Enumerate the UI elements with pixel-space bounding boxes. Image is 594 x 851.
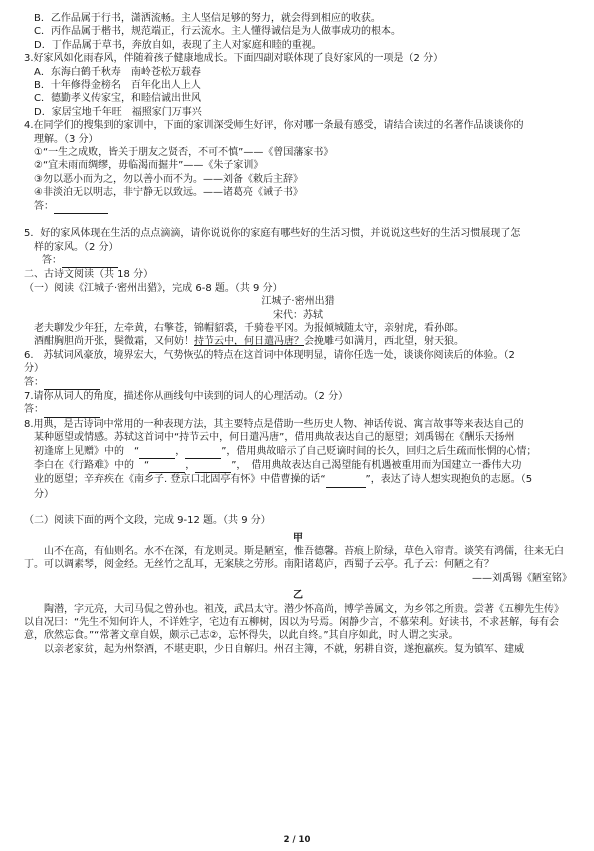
q2-option-b: B．乙作品属于行书，潇洒流畅。主人坚信足够的努力，就会得到相应的收获。 xyxy=(34,13,381,24)
q4-answer-line xyxy=(24,200,572,214)
q5-answer-line xyxy=(24,254,572,268)
q5-answer-label: 答： xyxy=(42,254,62,266)
q8-blank-1[interactable] xyxy=(139,445,175,459)
q7-answer-blank[interactable] xyxy=(44,403,100,417)
q2-option-c: C．丙作品属于楷书，规范端正，行云流水。主人懂得诚信是为人做事成功的根本。 xyxy=(34,26,401,38)
q8-line-1: 8.用典，是古诗词中常用的一种表现方法，其主要特点是借助一些历史人物、神话传说、寓言故事等来表达自己的 xyxy=(24,418,524,430)
text-yi-label: 乙 xyxy=(293,590,303,602)
q6-answer-blank[interactable] xyxy=(44,376,100,390)
q8-line-3-text-c: ”，借用典故暗示了自己贬谪时间的长久，回归之后生疏而怅惘的心情； xyxy=(221,445,537,457)
q6-answer-line xyxy=(24,376,572,390)
q8-line-4-text-c: ”， 借用典故表达自己渴望能有机遇被重用而为国建立一番伟大功 xyxy=(231,460,522,471)
q8-line-5 xyxy=(24,473,572,487)
poem-line-1: 老夫聊发少年狂，左牵黄，右擎苍，锦帽貂裘，千骑卷平冈。为报倾城随太守，亲射虎，看孙郎。 xyxy=(34,322,464,334)
q8-blank-2[interactable] xyxy=(185,445,221,459)
q7-answer-line xyxy=(24,403,572,417)
q3-stem: 3.好家风如化雨春风，伴随着孩子健康地成长。下面四副对联体现了良好家风的一项是（2 分） xyxy=(24,53,444,65)
section2-heading: 二、古诗文阅读（共 18 分） xyxy=(24,269,154,281)
q7-stem: 7.请你从词人的角度，描述你从画线句中读到的词人的心理活动。（2 分） xyxy=(24,390,349,402)
q8-line-2: 某种愿望或情感。苏轼这首词中“持节云中，何日遣冯唐”，借用典故表达自己的愿望；刘禹锡在《酬乐天扬州 xyxy=(34,432,515,444)
q6-stem-1: 6. 苏轼词风豪放，境界宏大，气势恢弘的特点在这首词中体现明显，请你任选一处，谈谈你阅读后的体验。（2 xyxy=(24,349,515,361)
q7-answer-label: 答： xyxy=(24,404,44,416)
q4-answer-blank[interactable] xyxy=(54,200,108,214)
poem-title: 江城子·密州出猎 xyxy=(261,296,335,308)
q8-line-4 xyxy=(24,459,572,473)
text-jia-label: 甲 xyxy=(293,532,303,544)
q3-option-c: C．德勤孝义传家宝，和睦信诚出世风 xyxy=(34,93,201,105)
poem-author: 宋代：苏轼 xyxy=(273,309,323,321)
q3-option-a: A．东海白鹤千秋寿 南岭苍松万载春 xyxy=(34,66,201,78)
q4-item-3: ③勿以恶小而为之，勿以善小而不为。——刘备《敕后主辞》 xyxy=(34,173,303,185)
q2-option-d: D．丁作品属于草书，奔放自如，表现了主人对家庭和睦的重视。 xyxy=(34,39,322,51)
q8-blank-5[interactable] xyxy=(326,473,366,487)
q8-line-4-text-a: 李白在《行路难》中的 “ xyxy=(34,460,150,471)
q5-answer-blank[interactable] xyxy=(62,254,118,268)
q3-option-d: D．家居宝地千年旺 福照家门万事兴 xyxy=(34,106,202,118)
poem-underlined-phrase: 持节云中，何日遣冯唐？ xyxy=(194,336,304,348)
poem-line-2 xyxy=(24,335,572,348)
q8-blank-4[interactable] xyxy=(195,459,231,473)
q4-stem-2: 理解。（3 分） xyxy=(34,133,99,145)
q8-line-5-text-a: 业的愿望；辛弃疾在《南乡子. 登京口北固亭有怀》中借曹操的话“ xyxy=(34,474,326,486)
q8-line-3 xyxy=(24,445,572,459)
poem-line-2-end: 会挽雕弓如满月，西北望，射天狼。 xyxy=(304,336,464,348)
q4-answer-label: 答： xyxy=(34,200,54,212)
q8-line-5-text-b: ”，表达了诗人想实现抱负的志愿。（5 xyxy=(365,474,533,486)
q8-line-4-text-b: ， xyxy=(185,460,196,471)
q5-stem-1: 5．好的家风体现在生活的点点滴滴，请你说说你的家庭有哪些好的生活习惯，并说说这些好的生活习惯展现了怎 xyxy=(24,228,521,240)
text-jia-source: ——刘禹锡《陋室铭》 xyxy=(472,572,572,584)
page-number: 2 / 10 xyxy=(283,835,311,845)
q4-item-2: ②“宜未雨而绸缪，毋临渴而掘井”——《朱子家训》 xyxy=(34,160,264,172)
q8-line-3-text-a: 初逢席上见赠》中的 “ xyxy=(34,445,140,457)
q4-item-1: ①“一生之成败，皆关于朋友之贤否，不可不慎”——《曾国藩家书》 xyxy=(34,147,334,159)
q6-answer-label: 答： xyxy=(24,376,44,388)
q6-stem-2: 分） xyxy=(24,363,44,375)
q4-item-4: ④非淡泊无以明志，非宁静无以致远。——诸葛亮《诫子书》 xyxy=(34,187,303,199)
part2-heading: （二）阅读下面的两个文段，完成 9-12 题。（共 9 分） xyxy=(24,515,271,527)
text-jia-body: 山不在高，有仙则名。水不在深，有龙则灵。斯是陋室，惟吾德馨。苔痕上阶绿，草色入帘青。谈笑有鸿儒，往来无白丁。可以调素琴，阅金经。无丝竹之乱耳，无案牍之劳形。南阳诸葛庐，西蜀子云亭。孔子云：何陋之有？ xyxy=(24,546,564,571)
q5-stem-2: 样的家风。（2 分） xyxy=(34,241,119,253)
text-yi-body: 陶潜，字元亮，大司马侃之曾孙也。祖茂，武昌太守。潜少怀高尚，博学善属文，为乡邻之所贵。尝著《五柳先生传》以自况曰：“先生不知何许人，不详姓字，宅边有五柳树，因以为号焉。闲静少言，不慕荣利。好读书，不求甚解，每有会意，欣然忘食。”“常著文章自娱，颇示己志②，忘怀得失，以此自终。”其自序如此，时人谓之实录。 xyxy=(24,603,564,642)
part1-heading: （一）阅读《江城子·密州出猎》，完成 6-8 题。（共 9 分） xyxy=(24,282,283,294)
q8-blank-3[interactable] xyxy=(149,459,185,473)
q3-option-b: B．十年修得金榜名 百年化出人上人 xyxy=(34,80,201,92)
q4-stem-1: 4.在同学们的搜集到的家训中，下面的家训深受师生好评，你对哪一条最有感受，请结合读过的名著作品谈谈你的 xyxy=(24,120,524,132)
q8-line-6: 分） xyxy=(34,488,54,500)
poem-line-2-start: 酒酣胸胆尚开张，鬓微霜，又何妨！ xyxy=(34,336,194,348)
text-yi-body-2: 以亲老家贫，起为州祭酒，不堪吏职，少日自解归。州召主簿，不就，躬耕自资，遂抱羸疾。复为镇军、建威 xyxy=(44,643,524,655)
q8-line-3-text-b: ， xyxy=(175,445,186,457)
